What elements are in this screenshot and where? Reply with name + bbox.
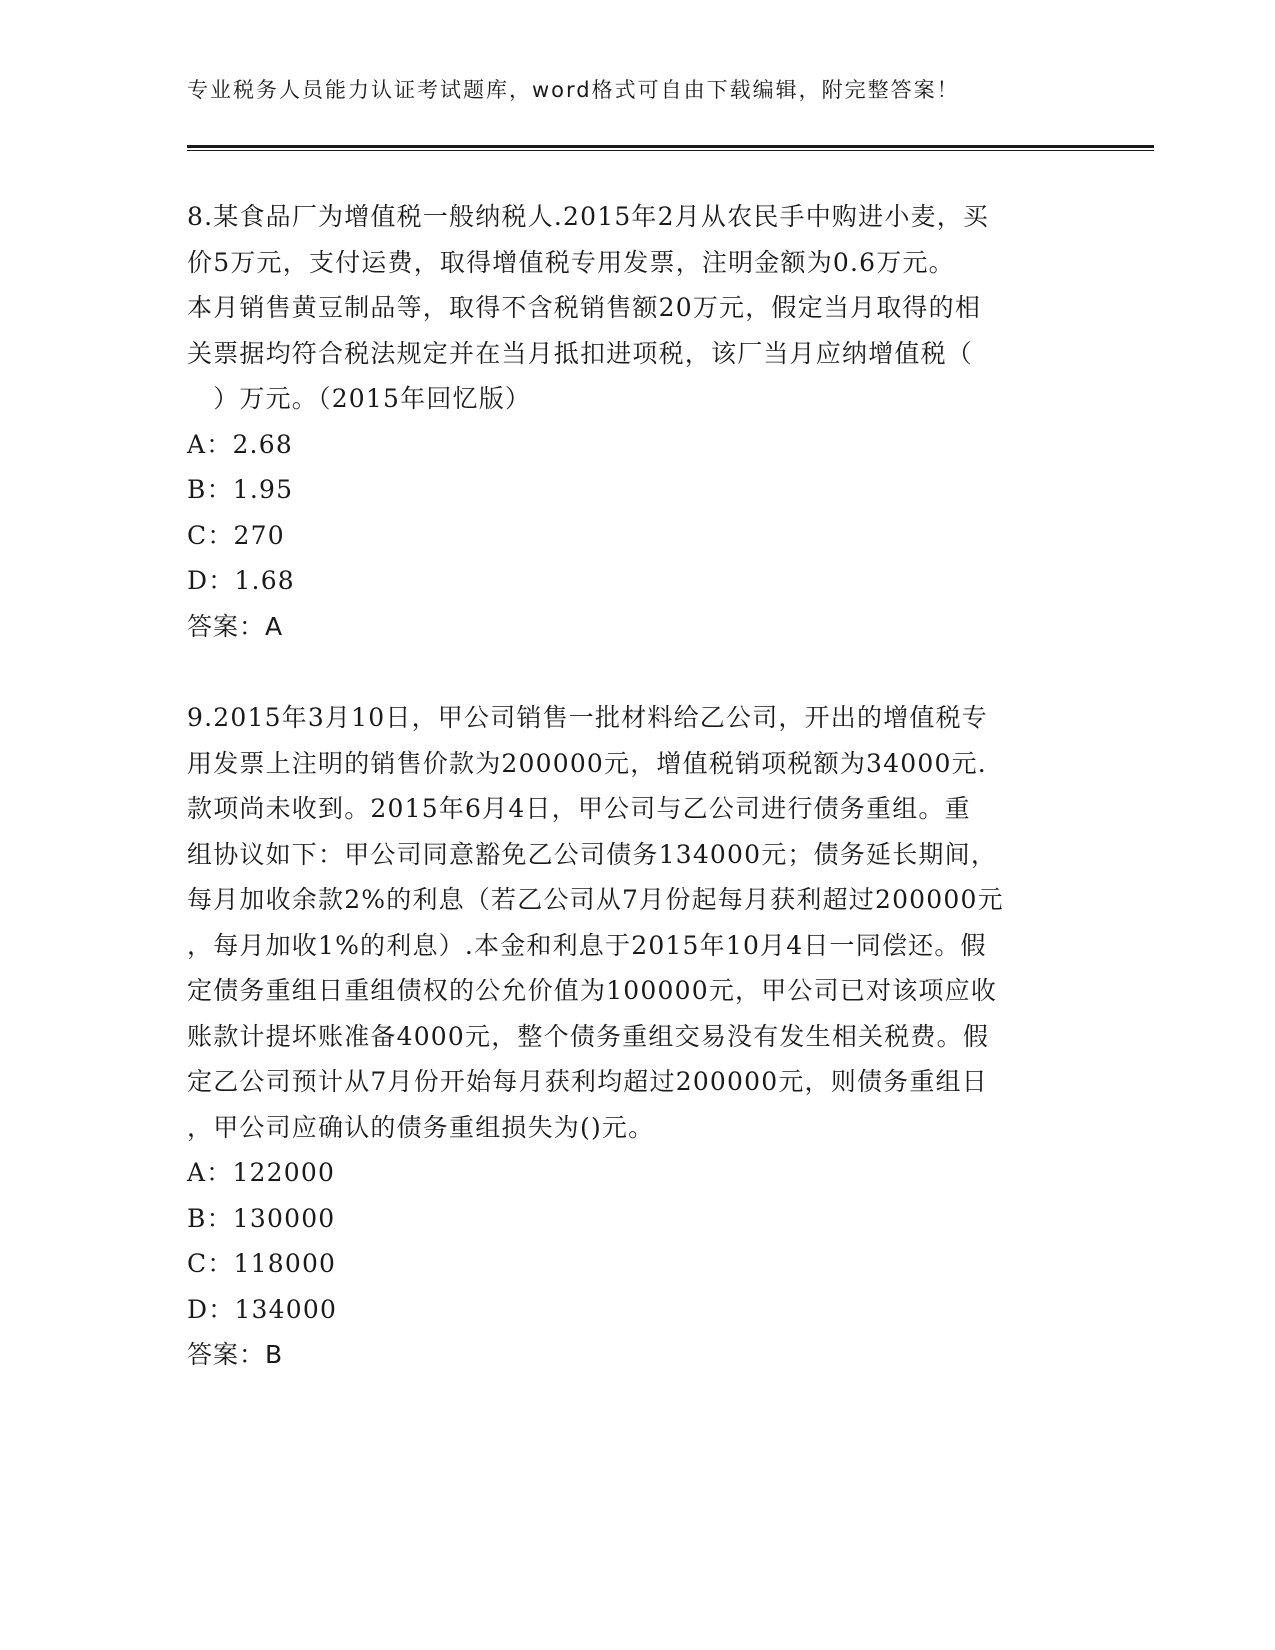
question-stem: [187, 695, 1087, 1150]
option-b: B：1.95: [187, 475, 294, 504]
question-stem: [187, 194, 1087, 422]
question-9: [187, 695, 1087, 1378]
option-a: A：2.68: [187, 429, 293, 459]
stem-line: 价5万元，支付运费，取得增值税专用发票，注明金额为0.6万元。: [187, 247, 955, 277]
option-list: [187, 422, 1087, 604]
stem-line: ，每月加收1%的利息）.本金和利息于2015年10月4日一同偿还。假: [187, 930, 987, 960]
header-text: 专业税务人员能力认证考试题库，word格式可自由下载编辑，附完整答案！: [187, 78, 960, 102]
option-d: D：134000: [187, 1294, 338, 1324]
option-b: B：130000: [187, 1203, 336, 1233]
stem-line: 定乙公司预计从7月份开始每月获利均超过200000元，则债务重组日: [187, 1067, 988, 1096]
stem-line: 定债务重组日重组债权的公允价值为100000元，甲公司已对该项应收: [187, 976, 998, 1005]
stem-line: 组协议如下：甲公司同意豁免乙公司债务134000元；债务延长期间，: [187, 839, 998, 869]
stem-line: ）万元。（2015年回忆版）: [187, 384, 532, 413]
option-c: C：118000: [187, 1249, 337, 1278]
stem-line: 8.某食品厂为增值税一般纳税人.2015年2月从农民手中购进小麦，买: [187, 202, 990, 231]
stem-line: 账款计提坏账准备4000元，整个债务重组交易没有发生相关税费。假: [187, 1021, 990, 1051]
stem-line: 每月加收余款2%的利息（若乙公司从7月份起每月获利超过200000元: [187, 885, 1004, 914]
stem-line: 本月销售黄豆制品等，取得不含税销售额20万元，假定当月取得的相: [187, 293, 982, 322]
stem-line: 款项尚未收到。2015年6月4日，甲公司与乙公司进行债务重组。重: [187, 794, 971, 823]
option-d: D：1.68: [187, 566, 295, 595]
option-a: A：122000: [187, 1158, 336, 1187]
answer-label: 答案：B: [187, 1340, 284, 1369]
answer-label: 答案：A: [187, 611, 284, 641]
option-c: C：270: [187, 520, 285, 550]
header-divider: [187, 145, 1154, 151]
question-8: [187, 194, 1087, 649]
stem-line: 关票据均符合税法规定并在当月抵扣进项税，该厂当月应纳增值税（: [187, 338, 974, 368]
stem-line: ，甲公司应确认的债务重组损失为()元。: [187, 1112, 655, 1142]
page-header: [187, 74, 960, 106]
option-list: [187, 1150, 1087, 1332]
stem-line: 9.2015年3月10日，甲公司销售一批材料给乙公司，开出的增值税专: [187, 703, 988, 732]
stem-line: 用发票上注明的销售价款为200000元，增值税销项税额为34000元.: [187, 748, 987, 778]
